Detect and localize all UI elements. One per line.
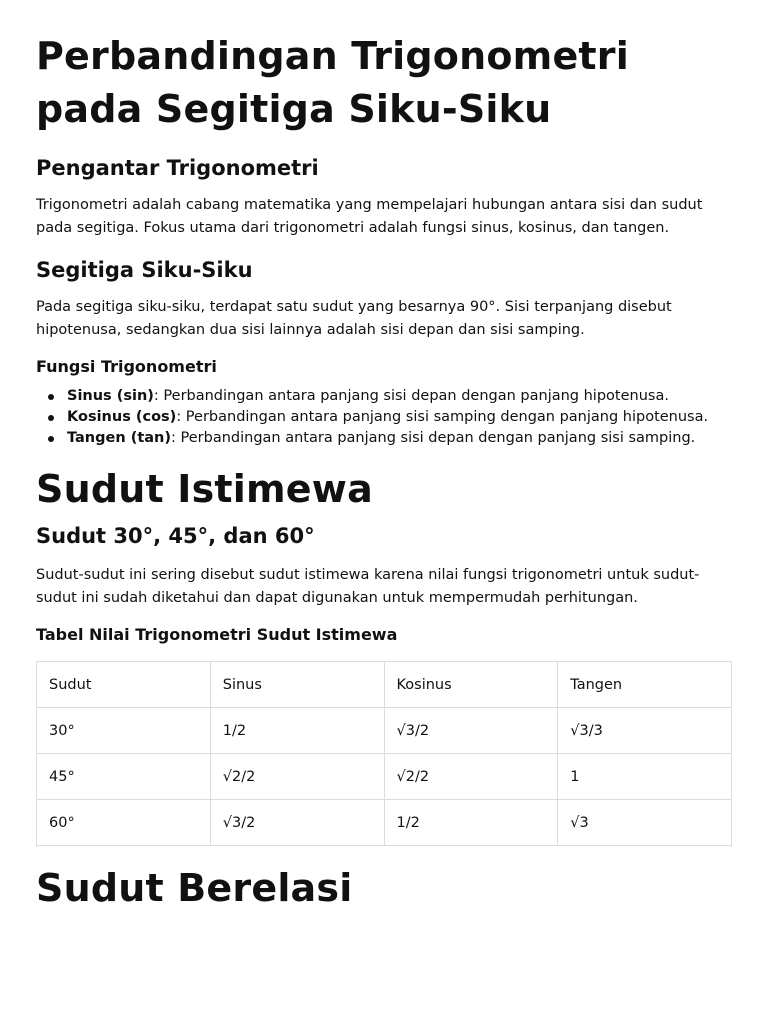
section-heading-pengantar: Pengantar Trigonometri [36, 156, 319, 180]
subsection-heading-fungsi: Fungsi Trigonometri [36, 357, 217, 376]
table-cell: 1/2 [384, 800, 558, 846]
bullet-icon [48, 436, 54, 442]
table-row [37, 708, 732, 754]
table-cell: √3 [558, 800, 732, 846]
table-title: Tabel Nilai Trigonometri Sudut Istimewa [36, 625, 398, 644]
table-header-cell: Kosinus [384, 662, 558, 708]
table-cell: 45° [37, 754, 211, 800]
bullet-icon [48, 415, 54, 421]
table-cell: 60° [37, 800, 211, 846]
list-item-term: Tangen (tan) [67, 430, 172, 446]
table-cell: √3/2 [210, 800, 384, 846]
list-item [36, 428, 732, 449]
paragraph-segitiga: Pada segitiga siku-siku, terdapat satu sudut yang besarnya 90°. Sisi terpanjang disebut hipotenusa, sedangkan dua sisi lainnya adalah sisi depan dan sisi samping. [36, 299, 672, 338]
trig-values-table [36, 661, 732, 846]
table-cell: √3/2 [384, 708, 558, 754]
table-header-cell: Sinus [210, 662, 384, 708]
list-item-desc: : Perbandingan antara panjang sisi depan dengan panjang sisi samping. [171, 430, 696, 446]
list-item-term: Kosinus (cos) [67, 409, 177, 425]
table-cell: √2/2 [384, 754, 558, 800]
table-cell: √2/2 [210, 754, 384, 800]
fungsi-list [36, 386, 732, 449]
bullet-icon [48, 394, 54, 400]
paragraph-istimewa: Sudut-sudut ini sering disebut sudut istimewa karena nilai fungsi trigonometri untuk sudut-sudut ini sudah diketahui dan dapat digunakan untuk mempermudah perhitungan. [36, 567, 700, 606]
list-item-term: Sinus (sin) [67, 388, 154, 404]
section-heading-segitiga: Segitiga Siku-Siku [36, 258, 253, 282]
table-cell: 30° [37, 708, 211, 754]
table-header-row [37, 662, 732, 708]
table-cell: √3/3 [558, 708, 732, 754]
section-heading-berelasi: Sudut Berelasi [36, 866, 353, 910]
subsection-heading-sudut: Sudut 30°, 45°, dan 60° [36, 524, 315, 548]
table-cell: 1 [558, 754, 732, 800]
page-title: Perbandingan Trigonometri pada Segitiga Siku-Siku [36, 34, 629, 131]
table-header-cell: Sudut [37, 662, 211, 708]
paragraph-pengantar: Trigonometri adalah cabang matematika yang mempelajari hubungan antara sisi dan sudut pada segitiga. Fokus utama dari trigonometri adalah fungsi sinus, kosinus, dan tangen. [36, 197, 703, 236]
section-heading-istimewa: Sudut Istimewa [36, 467, 373, 511]
list-item [36, 386, 732, 407]
table-row [37, 754, 732, 800]
table-header-cell: Tangen [558, 662, 732, 708]
table-row [37, 800, 732, 846]
list-item-desc: : Perbandingan antara panjang sisi depan dengan panjang hipotenusa. [153, 388, 669, 404]
list-item [36, 407, 732, 428]
list-item-desc: : Perbandingan antara panjang sisi samping dengan panjang hipotenusa. [176, 409, 709, 425]
table-cell: 1/2 [210, 708, 384, 754]
